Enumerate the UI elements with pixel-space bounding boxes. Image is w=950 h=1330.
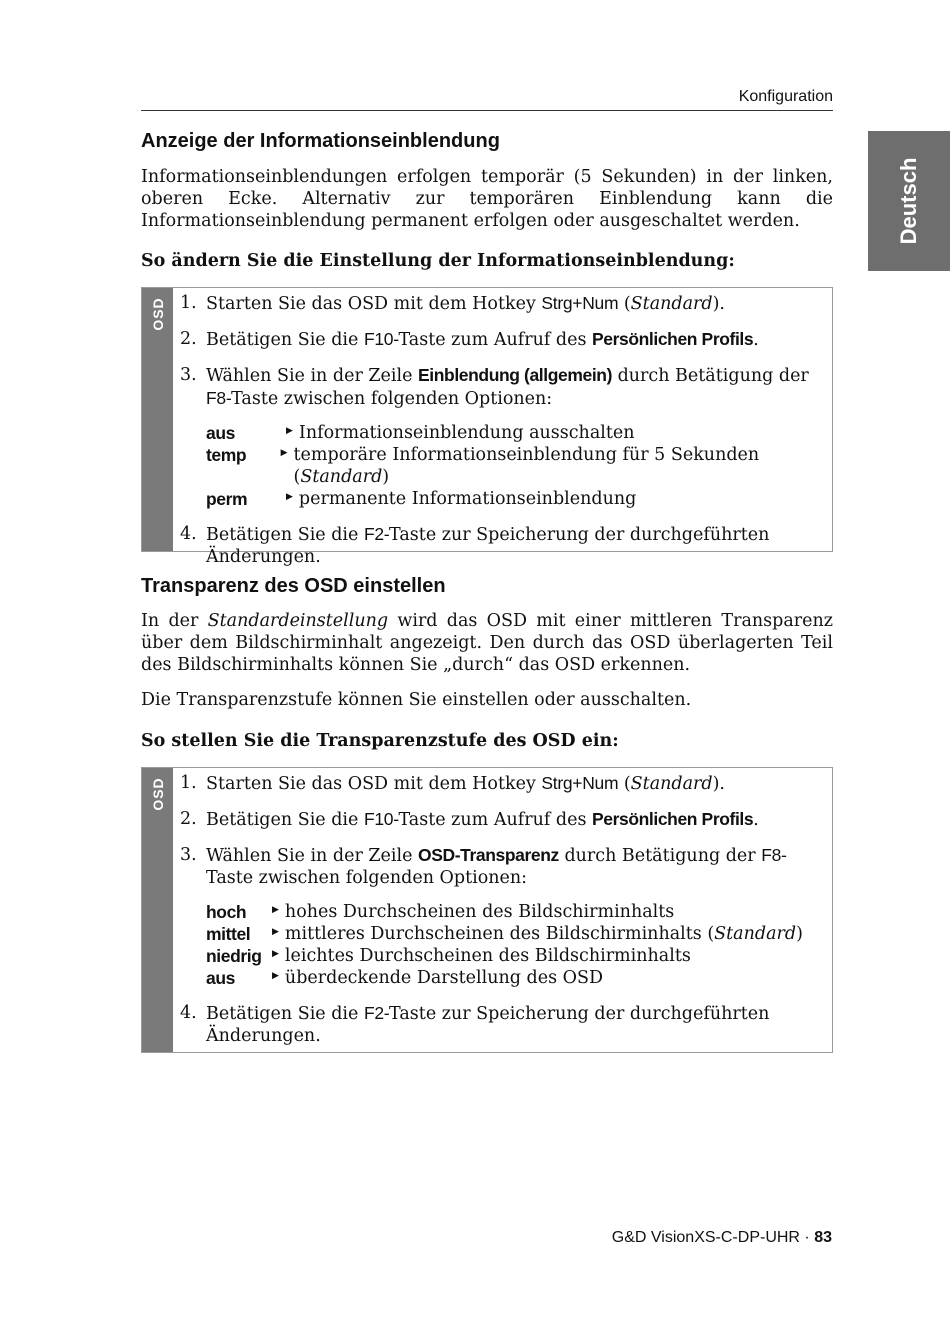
- step-number: 3.: [180, 845, 197, 865]
- section2-subheading: So stellen Sie die Transparenzstufe des OSD ein:: [141, 731, 619, 751]
- option-row: [206, 901, 822, 923]
- option-text: Informationseinblendung ausschalten: [298, 423, 635, 443]
- osd-label: OSD: [149, 777, 166, 811]
- step-text: Wählen Sie in der Zeile: [206, 846, 419, 866]
- osd-side-bar: [142, 768, 173, 1052]
- step-text: -Taste zur Speicherung der durchgeführten Änderungen.: [206, 1004, 770, 1046]
- paragraph-text: wird das OSD mit einer mittleren Transparenz über dem Bildschirminhalt angezeigt. Den durch das OSD überlagerten Teil des Bildschirminhalts können Sie „durch“ das OSD erkennen.: [141, 611, 834, 675]
- key-name: F10: [363, 809, 394, 829]
- option-key: hoch: [206, 902, 247, 922]
- paragraph-text: In der: [141, 611, 208, 631]
- triangle-bullet-icon: ▶: [280, 448, 288, 458]
- section2-paragraph-2: Die Transparenzstufe können Sie einstellen oder ausschalten.: [141, 690, 692, 710]
- step-text: -Taste zwischen folgenden Optionen:: [225, 389, 553, 409]
- steps-list-1: [180, 292, 822, 568]
- option-row: [206, 444, 822, 488]
- option-text: leichtes Durchscheinen des Bildschirminhalts: [284, 946, 691, 966]
- step-text: Betätigen Sie die: [206, 330, 364, 350]
- triangle-bullet-icon: ▶: [272, 949, 279, 959]
- hotkey: Strg+Num: [541, 773, 619, 793]
- menu-name: Einblendung (allgemein): [418, 365, 613, 385]
- step-text: Starten Sie das OSD mit dem Hotkey: [206, 294, 542, 314]
- step-text: (: [618, 774, 631, 794]
- menu-name: Persönlichen Profils: [591, 329, 754, 349]
- option-row: [206, 945, 822, 967]
- step-number: 1.: [180, 773, 197, 793]
- option-text: mittleres Durchscheinen des Bildschirminhalts (: [284, 924, 715, 944]
- page-number: 83: [814, 1229, 832, 1246]
- step-text: Betätigen Sie die: [206, 810, 364, 830]
- options-list-1: [206, 422, 822, 510]
- page-footer: [612, 1229, 832, 1247]
- header-section-title: Konfiguration: [738, 88, 833, 105]
- step-text: -Taste zum Aufruf des: [393, 810, 592, 830]
- key-name: F2: [363, 1003, 384, 1023]
- option-row: [206, 923, 822, 945]
- option-key: temp: [206, 445, 247, 465]
- option-text: hohes Durchscheinen des Bildschirminhalts: [284, 902, 675, 922]
- paragraph-emphasis: Standardeinstellung: [207, 611, 389, 631]
- step-number: 3.: [180, 365, 197, 385]
- step-text: .: [753, 330, 759, 350]
- step-2: [180, 808, 822, 831]
- step-text: Betätigen Sie die: [206, 1004, 364, 1024]
- step-text: Starten Sie das OSD mit dem Hotkey: [206, 774, 542, 794]
- option-emphasis: Standard: [714, 924, 797, 944]
- option-key: perm: [206, 489, 248, 509]
- step-text: -Taste zwischen folgenden Optionen:: [206, 846, 787, 888]
- options-list-2: [206, 901, 822, 989]
- menu-name: OSD-Transparenz: [418, 845, 559, 865]
- step-number: 4.: [180, 1003, 197, 1023]
- page-header: [141, 86, 833, 111]
- triangle-bullet-icon: ▶: [286, 492, 293, 502]
- key-name: F2: [363, 524, 384, 544]
- step-number: 2.: [180, 329, 197, 349]
- section1-heading: Anzeige der Informationseinblendung: [141, 130, 500, 152]
- step-text: .: [753, 810, 759, 830]
- step-text: -Taste zur Speicherung der durchgeführten Änderungen.: [206, 525, 770, 567]
- option-row: [206, 967, 822, 989]
- option-row: [206, 488, 822, 510]
- key-name: F8: [761, 845, 782, 865]
- triangle-bullet-icon: ▶: [272, 971, 279, 981]
- step-number: 2.: [180, 809, 197, 829]
- step-1: [180, 292, 822, 315]
- hotkey: Strg+Num: [541, 293, 619, 313]
- menu-name: Persönlichen Profils: [591, 809, 754, 829]
- option-key: aus: [206, 968, 235, 988]
- section1-subheading: So ändern Sie die Einstellung der Informationseinblendung:: [141, 251, 735, 271]
- option-text: überdeckende Darstellung des OSD: [284, 968, 603, 988]
- osd-label: OSD: [149, 297, 166, 331]
- step-text: durch Betätigung der: [612, 366, 809, 386]
- step-text: ).: [712, 294, 725, 314]
- option-text: ): [382, 467, 390, 487]
- option-key: niedrig: [206, 946, 262, 966]
- osd-side-bar: [142, 288, 173, 551]
- osd-instruction-box-1: [141, 287, 833, 567]
- option-text: ): [796, 924, 803, 944]
- key-name: F10: [363, 329, 394, 349]
- language-tab: [868, 131, 950, 271]
- step-number: 4.: [180, 524, 197, 544]
- step-text: -Taste zum Aufruf des: [393, 330, 592, 350]
- option-key: aus: [206, 423, 235, 443]
- step-number: 1.: [180, 293, 197, 313]
- step-3: [180, 364, 822, 410]
- footer-product: G&D VisionXS-C-DP-UHR ·: [611, 1229, 815, 1246]
- steps-list-2: [180, 772, 822, 1047]
- step-text: durch Betätigung der: [558, 846, 762, 866]
- step-emphasis: Standard: [630, 294, 713, 314]
- step-text: ).: [712, 774, 725, 794]
- option-text: permanente Informationseinblendung: [298, 489, 637, 509]
- step-3: [180, 844, 822, 889]
- option-emphasis: Standard: [300, 467, 383, 487]
- osd-instruction-box-2: [141, 767, 833, 1053]
- section2-heading: Transparenz des OSD einstellen: [141, 575, 446, 597]
- option-key: mittel: [206, 924, 251, 944]
- step-4: [180, 1002, 822, 1047]
- option-row: [206, 422, 822, 444]
- triangle-bullet-icon: ▶: [272, 905, 279, 915]
- step-emphasis: Standard: [630, 774, 713, 794]
- triangle-bullet-icon: ▶: [272, 927, 279, 937]
- step-1: [180, 772, 822, 795]
- step-4: [180, 523, 822, 568]
- option-text: temporäre Informationseinblendung für 5 Sekunden (: [293, 445, 760, 487]
- section1-paragraph: Informationseinblendungen erfolgen temporär (5 Sekunden) in der linken, oberen Ecke. Alternativ zur temporären Einblendung kann die Informationseinblendung permanent erfolgen oder ausgeschaltet werden.: [141, 167, 833, 231]
- triangle-bullet-icon: ▶: [286, 426, 293, 436]
- step-text: Betätigen Sie die: [206, 525, 364, 545]
- section2-paragraph-1: [141, 610, 833, 676]
- language-tab-label: Deutsch: [896, 157, 921, 245]
- step-text: (: [618, 294, 631, 314]
- step-text: Wählen Sie in der Zeile: [206, 366, 419, 386]
- step-2: [180, 328, 822, 351]
- key-name: F8: [206, 388, 226, 408]
